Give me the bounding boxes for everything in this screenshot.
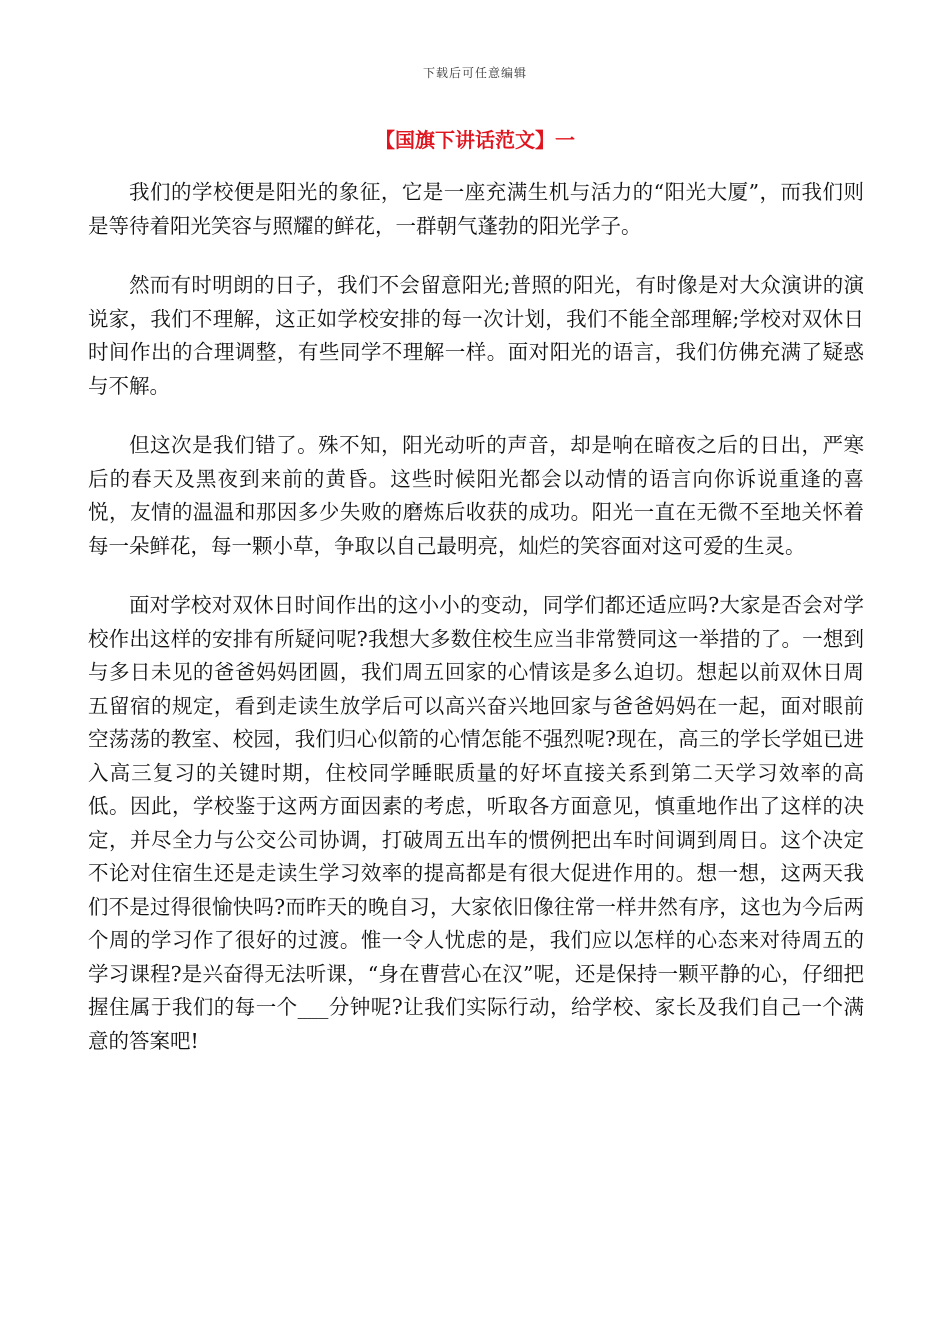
page-title: 【国旗下讲话范文】一 bbox=[375, 128, 575, 152]
header-note: 下载后可任意编辑 bbox=[422, 66, 527, 80]
paragraph-1: 我们的学校便是阳光的象征，它是一座充满生机与活力的“阳光大厦”，而我们则是等待着阳光笑容与照耀的鲜花，一群朝气蓬勃的阳光学子。 bbox=[88, 180, 864, 238]
body-text bbox=[88, 176, 864, 1084]
paragraph-4: 面对学校对双休日时间作出的这小小的变动，同学们都还适应吗?大家是否会对学校作出这样的安排有所疑问呢?我想大多数住校生应当非常赞同这一举措的了。一想到与多日未见的爸爸妈妈团圆，我们周五回家的心情该是多么迫切。想起以前双休日周五留宿的规定，看到走读生放学后可以高兴奋兴地回家与爸爸妈妈在一起，面对眼前空荡荡的教室、校园，我们归心似箭的心情怎能不强烈呢?现在，高三的学长学姐已进入高三复习的关键时期，住校同学睡眠质量的好坏直接关系到第二天学习效率的高低。因此，学校鉴于这两方面因素的考虑，听取各方面意见，慎重地作出了这样的决定，并尽全力与公交公司协调，打破周五出车的惯例把出车时间调到周日。这个决定不论对住宿生还是走读生学习效率的提高都是有很大促进作用的。想一想，这两天我们不是过得很愉快吗?而昨天的晚自习，大家依旧像往常一样井然有序，这也为今后两个周的学习作了很好的过渡。惟一令人忧虑的是，我们应以怎样的心态来对待周五的学习课程?是兴奋得无法听课，“身在曹营心在汉”呢，还是保持一颗平静的心，仔细把握住属于我们的每一个___分钟呢?让我们实际行动，给学校、家长及我们自己一个满意的答案吧! bbox=[88, 593, 864, 1053]
paragraph-3: 但这次是我们错了。殊不知，阳光动听的声音，却是响在暗夜之后的日出，严寒后的春天及黑夜到来前的黄昏。这些时候阳光都会以动情的语言向你诉说重逢的喜悦，友情的温温和那因多少失败的磨炼后收获的成功。阳光一直在无微不至地关怀着每一朵鲜花，每一颗小草，争取以自己最明亮，灿烂的笑容面对这可爱的生灵。 bbox=[88, 433, 864, 558]
paragraph-2: 然而有时明朗的日子，我们不会留意阳光;普照的阳光，有时像是对大众演讲的演说家，我们不理解，这正如学校安排的每一次计划，我们不能全部理解;学校对双休日时间作出的合理调整，有些同学不理解一样。面对阳光的语言，我们仿佛充满了疑惑与不解。 bbox=[88, 273, 864, 398]
